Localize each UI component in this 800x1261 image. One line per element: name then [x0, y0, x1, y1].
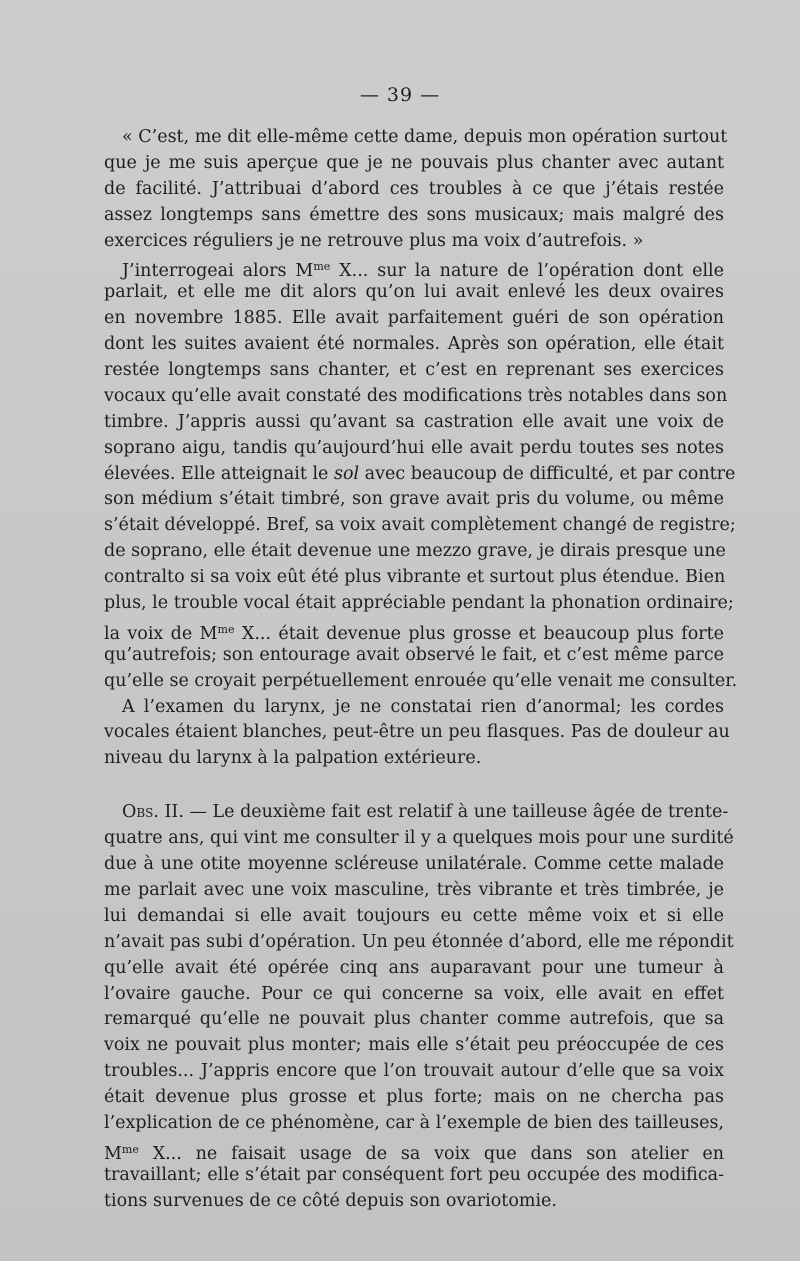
- text-line: s’était développé. Bref, sa voix avait complètement changé de registre;: [104, 515, 736, 536]
- text-line: de facilité. J’attribuai d’abord ces troubles à ce que j’étais restée: [104, 178, 724, 199]
- text-line: n’avait pas subi d’opération. Un peu étonnée d’abord, elle me répondit: [104, 931, 734, 952]
- text-line: lui demandai si elle avait toujours eu cette même voix et si elle: [104, 905, 724, 926]
- paragraph-interrogation: [104, 254, 738, 694]
- text-line: la voix de $M^{me}$ X... était devenue plus grosse et beaucoup plus forte: [104, 622, 724, 644]
- text-line: qu’autrefois; son entourage avait observé le fait, et c’est même parce: [104, 644, 724, 665]
- superscript: me: [313, 260, 331, 274]
- text-line: remarqué qu’elle ne pouvait plus chanter comme autrefois, que sa: [104, 1009, 724, 1030]
- text-line: parlait, et elle me dit alors qu’on lui avait enlevé les deux ovaires: [104, 282, 724, 303]
- text-line: son médium s’était timbré, son grave avait pris du volume, ou même: [104, 489, 724, 510]
- text-line: J’interrogeai alors $M^{me}$ X... sur la nature de l’opération dont elle: [122, 260, 724, 282]
- paragraph-larynx: [104, 695, 730, 773]
- text-line: timbre. J’appris aussi qu’avant sa castration elle avait une voix de: [104, 411, 724, 432]
- text-line: l’ovaire gauche. Pour ce qui concerne sa voix, elle avait en effet: [104, 983, 724, 1004]
- text-line: voix ne pouvait plus monter; mais elle s’était peu préoccupée de ces: [104, 1035, 724, 1056]
- text-line: vocaux qu’elle avait constaté des modifications très notables dans son: [104, 385, 728, 406]
- text-line: restée longtemps sans chanter, et c’est en reprenant ses exercices: [104, 360, 724, 381]
- paragraph-quote: [104, 125, 728, 254]
- text-line: plus, le trouble vocal était appréciable pendant la phonation ordinaire;: [104, 593, 734, 614]
- text-line: qu’elle se croyait perpétuellement enrouée qu’elle venait me consulter.: [104, 670, 738, 691]
- text-line: due à une otite moyenne scléreuse unilatérale. Comme cette malade: [104, 854, 724, 875]
- text-line: « C’est, me dit elle-même cette dame, depuis mon opération surtout: [122, 127, 728, 147]
- text-line: l’explication de ce phénomène, car à l’exemple de bien des tailleuses,: [104, 1112, 724, 1133]
- text-line: assez longtemps sans émettre des sons musicaux; mais malgré des: [104, 204, 724, 225]
- text-line: A l’examen du larynx, je ne constatai rien d’anormal; les cordes: [122, 696, 724, 717]
- text-line: qu’elle avait été opérée cinq ans auparavant pour une tumeur à: [104, 957, 724, 978]
- text-line: élevées. Elle atteignait le sol avec beaucoup de difficulté, et par contre: [104, 463, 736, 484]
- text-line: était devenue plus grosse et plus forte; mais on ne chercha pas: [104, 1087, 724, 1108]
- text-line: $M^{me}$ X... ne faisait usage de sa voix que dans son atelier en: [104, 1142, 724, 1164]
- text-line: Obs. II. — Le deuxième fait est relatif à une tailleuse âgée de trente-: [122, 802, 729, 823]
- text-line: tions survenues de ce côté depuis son ovariotomie.: [104, 1190, 557, 1211]
- paragraph-obs2: [104, 800, 734, 1214]
- text-line: travaillant; elle s’était par conséquent fort peu occupée des modifica-: [104, 1164, 724, 1185]
- text-line: de soprano, elle était devenue une mezzo grave, je dirais presque une: [104, 541, 726, 562]
- text-line: troubles... J’appris encore que l’on trouvait autour d’elle que sa voix: [104, 1061, 724, 1082]
- text-line: me parlait avec une voix masculine, très vibrante et très timbrée, je: [104, 879, 724, 900]
- text-line: que je me suis aperçue que je ne pouvais plus chanter avec autant: [104, 152, 724, 173]
- text-line: exercices réguliers je ne retrouve plus ma voix d’autrefois. »: [104, 230, 644, 251]
- text-line: contralto si sa voix eût été plus vibrante et surtout plus étendue. Bien: [104, 567, 726, 588]
- body-text: [104, 125, 738, 1215]
- section-gap: [104, 772, 724, 800]
- text-line: en novembre 1885. Elle avait parfaitement guéri de son opération: [104, 308, 724, 329]
- text-line: vocales étaient blanches, peut-être un peu flasques. Pas de douleur au: [104, 722, 730, 743]
- italic-word: sol: [333, 463, 360, 484]
- text-line: niveau du larynx à la palpation extérieure.: [104, 748, 482, 769]
- text-line: dont les suites avaient été normales. Après son opération, elle était: [104, 334, 724, 355]
- observation-label: Obs. II.: [122, 802, 184, 823]
- superscript: me: [217, 622, 235, 636]
- superscript: me: [121, 1142, 139, 1156]
- page-number: — 39 —: [359, 84, 441, 106]
- text-line: soprano aigu, tandis qu’aujourd’hui elle avait perdu toutes ses notes: [104, 437, 724, 458]
- text-line: quatre ans, qui vint me consulter il y a quelques mois pour une surdité: [104, 828, 734, 849]
